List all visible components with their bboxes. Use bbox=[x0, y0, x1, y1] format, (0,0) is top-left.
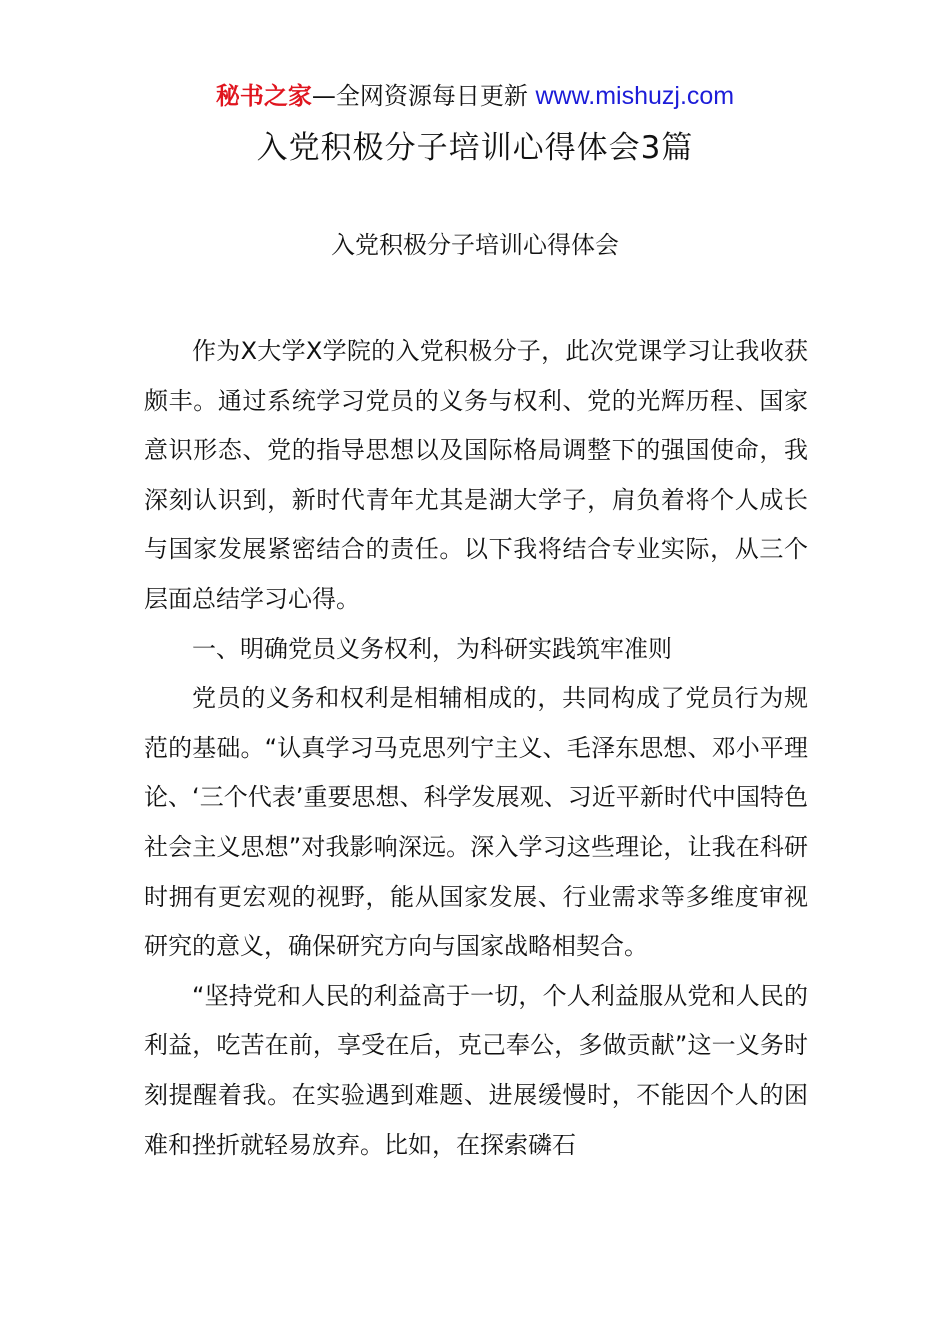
document-body bbox=[144, 327, 808, 1170]
section-heading-1: 一、明确党员义务权利，为科研实践筑牢准则 bbox=[192, 634, 672, 663]
brand-name: 秘书之家 bbox=[215, 82, 312, 110]
site-banner bbox=[0, 80, 950, 112]
paragraph-intro: 作为X大学X学院的入党积极分子，此次党课学习让我收获颇丰。通过系统学习党员的义务与权利、党的光辉历程、国家意识形态、党的指导思想以及国际格局调整下的强国使命，我深刻认识到，新时代青年尤其是湖大学子，肩负着将个人成长与国家发展紧密结合的责任。以下我将结合专业实际，从三个层面总结学习心得。 bbox=[144, 337, 808, 613]
document-subtitle: 入党积极分子培训心得体会 bbox=[331, 231, 619, 259]
document-title: 入党积极分子培训心得体会3篇 bbox=[256, 130, 694, 166]
paragraph-party-interest: “坚持党和人民的利益高于一切，个人利益服从党和人民的利益，吃苦在前，享受在后，克己奉公，多做贡献”这一义务时刻提醒着我。在实验遇到难题、进展缓慢时，不能因个人的困难和挫折就轻易放弃。比如，在探索磷石 bbox=[144, 981, 808, 1159]
banner-tagline: —全网资源每日更新 bbox=[311, 82, 536, 110]
site-url-link[interactable]: www.mishuzj.com bbox=[535, 82, 735, 110]
paragraph-rights-duties: 党员的义务和权利是相辅相成的，共同构成了党员行为规范的基础。“认真学习马克思列宁主义、毛泽东思想、邓小平理论、‘三个代表’重要思想、科学发展观、习近平新时代中国特色社会主义思想”对我影响深远。深入学习这些理论，让我在科研时拥有更宏观的视野，能从国家发展、行业需求等多维度审视研究的意义，确保研究方向与国家战略相契合。 bbox=[144, 684, 808, 961]
